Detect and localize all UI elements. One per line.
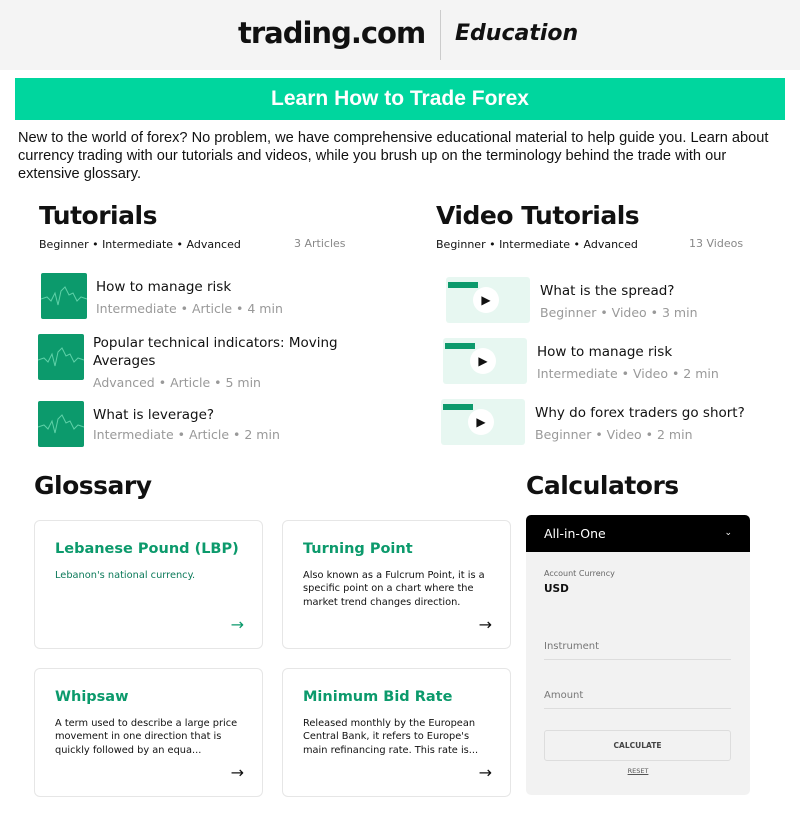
tutorial-meta: Intermediate • Article • 4 min <box>96 301 283 316</box>
tutorials-count: 3 Articles <box>294 237 346 250</box>
chevron-down-icon: ⌄ <box>724 528 732 538</box>
account-currency-label: Account Currency <box>544 569 615 578</box>
tutorials-heading: Tutorials <box>39 201 157 230</box>
play-icon: ▶ <box>470 348 496 374</box>
video-thumbnail[interactable] <box>446 277 530 323</box>
arrow-right-icon[interactable]: → <box>230 763 244 782</box>
glossary-term[interactable]: Lebanese Pound (LBP) <box>55 541 239 557</box>
tutorials-levels: Beginner • Intermediate • Advanced <box>39 238 241 251</box>
tutorial-title[interactable]: What is leverage? <box>93 407 215 423</box>
calculators-heading: Calculators <box>526 471 679 500</box>
tutorial-meta: Advanced • Article • 5 min <box>93 375 261 390</box>
reset-link[interactable]: RESET <box>627 767 649 775</box>
glossary-card[interactable] <box>34 520 263 649</box>
video-meta: Beginner • Video • 3 min <box>540 305 698 320</box>
calculator-panel <box>526 515 750 795</box>
calculate-button[interactable]: CALCULATE <box>544 730 731 761</box>
arrow-right-icon[interactable]: → <box>478 763 492 782</box>
account-currency-value[interactable]: USD <box>544 583 569 595</box>
video-item[interactable] <box>443 338 719 384</box>
glossary-desc: Released monthly by the European Central Bank, it refers to Europe's main refinancing rate. This rate is... <box>303 718 479 756</box>
video-title[interactable]: What is the spread? <box>540 283 675 299</box>
video-item[interactable] <box>446 277 698 323</box>
play-icon: ▶ <box>468 409 494 435</box>
logo[interactable]: trading.com <box>238 16 426 50</box>
tutorial-item[interactable] <box>38 334 343 390</box>
arrow-right-icon[interactable]: → <box>478 615 492 634</box>
intro-text: New to the world of forex? No problem, we have comprehensive educational material to help guide you. Learn about currency trading with our tutorials and videos, while you brush up on the terminology behind the trade with our extensive glossary. <box>18 130 769 182</box>
glossary-term[interactable]: Whipsaw <box>55 689 129 705</box>
video-item[interactable] <box>441 399 745 445</box>
glossary-term[interactable]: Turning Point <box>303 541 413 557</box>
glossary-heading: Glossary <box>34 471 152 500</box>
videos-heading: Video Tutorials <box>436 201 640 230</box>
glossary-term[interactable]: Minimum Bid Rate <box>303 689 453 705</box>
tutorial-item[interactable] <box>41 273 283 319</box>
calculator-type-value: All-in-One <box>544 526 606 541</box>
video-thumbnail[interactable] <box>443 338 527 384</box>
tutorial-title[interactable]: Popular technical indicators: Moving Averages <box>93 335 338 369</box>
calculator-type-select[interactable] <box>526 515 750 552</box>
video-title[interactable]: Why do forex traders go short? <box>535 405 745 421</box>
videos-count: 13 Videos <box>689 237 744 250</box>
arrow-right-icon[interactable]: → <box>230 615 244 634</box>
video-title[interactable]: How to manage risk <box>537 344 673 360</box>
instrument-input[interactable]: Instrument <box>544 641 731 660</box>
glossary-desc: Also known as a Fulcrum Point, it is a specific point on a chart where the market trend changes direction. <box>303 570 485 608</box>
tutorial-meta: Intermediate • Article • 2 min <box>93 427 280 442</box>
glossary-card[interactable] <box>282 668 511 797</box>
video-thumbnail[interactable] <box>441 399 525 445</box>
tutorial-title[interactable]: How to manage risk <box>96 279 232 295</box>
glossary-card[interactable] <box>34 668 263 797</box>
tutorial-item[interactable] <box>38 401 280 447</box>
chart-thumbnail-icon <box>38 401 84 447</box>
chart-thumbnail-icon <box>38 334 84 380</box>
divider <box>440 10 441 60</box>
glossary-card[interactable] <box>282 520 511 649</box>
section-title[interactable]: Education <box>455 21 579 46</box>
videos-levels: Beginner • Intermediate • Advanced <box>436 238 638 251</box>
glossary-desc: A term used to describe a large price movement in one direction that is quickly followed by an equa... <box>55 718 238 756</box>
video-meta: Intermediate • Video • 2 min <box>537 366 719 381</box>
play-icon: ▶ <box>473 287 499 313</box>
amount-input[interactable]: Amount <box>544 690 731 709</box>
page-banner: Learn How to Trade Forex <box>15 78 785 120</box>
chart-thumbnail-icon <box>41 273 87 319</box>
video-meta: Beginner • Video • 2 min <box>535 427 693 442</box>
glossary-desc: Lebanon's national currency. <box>55 570 196 581</box>
